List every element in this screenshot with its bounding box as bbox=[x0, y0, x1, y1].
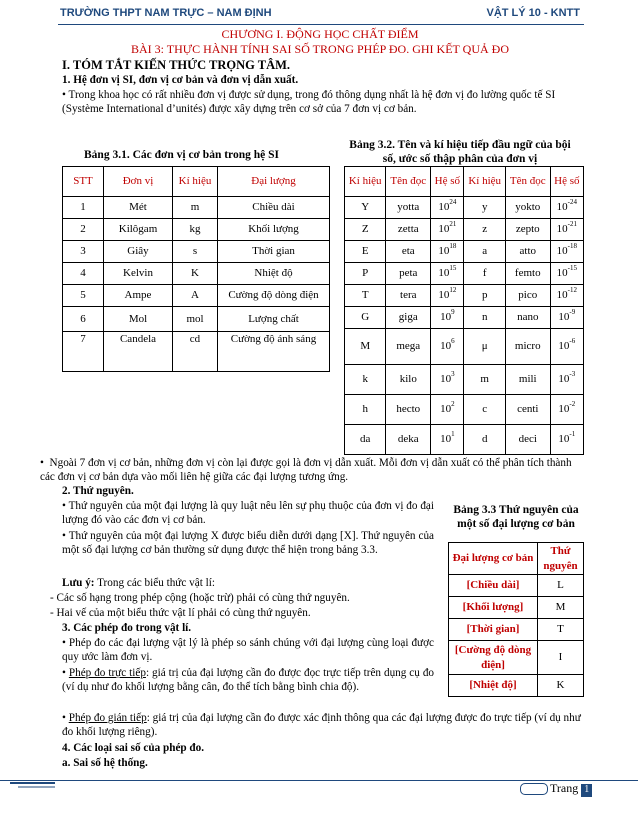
table2-cell: peta bbox=[386, 263, 431, 285]
table2-cell: femto bbox=[505, 263, 550, 285]
table2-cell: kilo bbox=[386, 365, 431, 395]
table2-row bbox=[345, 263, 584, 285]
table3-cell: M bbox=[538, 597, 584, 619]
exponent-value: -18 bbox=[567, 242, 577, 251]
subheading-systematic-error: a. Sai số hệ thống. bbox=[62, 757, 148, 769]
table3-row bbox=[449, 675, 584, 697]
table2-cell bbox=[550, 285, 583, 307]
exponent-base: 10 bbox=[556, 201, 568, 214]
exponent-value: -1 bbox=[569, 430, 576, 439]
table2-cell: d bbox=[464, 425, 505, 455]
exponent-base: 10 bbox=[558, 311, 570, 324]
exponent-base: 10 bbox=[556, 289, 568, 302]
exponent-value: -9 bbox=[569, 308, 576, 317]
exponent-value: 21 bbox=[449, 220, 457, 229]
table1-header-cell: Kí hiệu bbox=[173, 167, 218, 197]
table1-cell: Thời gian bbox=[218, 241, 330, 263]
paragraph-dimension-1-text: Thứ nguyên của một đại lượng là quy luật nêu lên sự phụ thuộc của đơn vị đo đại lượng đó vào các đơn vị cơ bản. bbox=[62, 500, 434, 527]
subheading-si: 1. Hệ đơn vị SI, đơn vị cơ bản và đơn vị dẫn xuất. bbox=[62, 74, 299, 86]
bullet-icon: • bbox=[62, 500, 69, 512]
note-item-1: - Các số hạng trong phép cộng (hoặc trừ) phải có cùng thứ nguyên. bbox=[50, 592, 350, 604]
exponent-value: 2 bbox=[451, 400, 455, 409]
table1-row bbox=[63, 263, 330, 285]
table2-cell: P bbox=[345, 263, 386, 285]
indirect-text: : giá trị của đại lượng cần đo được xác định thông qua các đại lượng được đo trực tiếp (ví dụ như đo khối lượng riêng). bbox=[62, 712, 581, 739]
table2-cell: nano bbox=[505, 307, 550, 329]
table1-caption: Bảng 3.1. Các đơn vị cơ bản trong hệ SI bbox=[84, 149, 279, 161]
table2-header-cell: Tên đọc bbox=[505, 167, 550, 197]
table3-cell: [Nhiệt độ] bbox=[449, 675, 538, 697]
paragraph-direct bbox=[62, 666, 434, 695]
table1-cell: m bbox=[173, 197, 218, 219]
table3-cell: [Khối lượng] bbox=[449, 597, 538, 619]
table1-cell: 7 bbox=[63, 332, 104, 372]
exponent-value: -15 bbox=[567, 264, 577, 273]
page-header bbox=[60, 6, 580, 24]
table1-cell: mol bbox=[173, 307, 218, 332]
si-units-table bbox=[62, 166, 330, 372]
paragraph-dimension-2 bbox=[62, 529, 434, 558]
table1-row bbox=[63, 332, 330, 372]
table1-header-cell: Đại lượng bbox=[218, 167, 330, 197]
table2-cell: M bbox=[345, 329, 386, 365]
table2-cell: mega bbox=[386, 329, 431, 365]
table2-cell bbox=[550, 263, 583, 285]
page-footer bbox=[520, 781, 592, 797]
table2-cell: y bbox=[464, 197, 505, 219]
table3-header-cell: Thứ nguyên bbox=[538, 543, 584, 575]
subject-name: VẬT LÝ 10 - KNTT bbox=[486, 7, 580, 19]
exponent-value: 3 bbox=[451, 370, 455, 379]
table3-row bbox=[449, 575, 584, 597]
subheading-dimension: 2. Thứ nguyên. bbox=[62, 485, 134, 497]
table2-cell: k bbox=[345, 365, 386, 395]
exponent-base: 10 bbox=[556, 245, 568, 258]
exponent-base: 10 bbox=[558, 340, 570, 353]
table2-cell: E bbox=[345, 241, 386, 263]
table1-row bbox=[63, 197, 330, 219]
table2-header-cell: Hệ số bbox=[431, 167, 464, 197]
table1-cell: 4 bbox=[63, 263, 104, 285]
exponent-value: -21 bbox=[567, 220, 577, 229]
table1-cell: s bbox=[173, 241, 218, 263]
paragraph-measurement bbox=[62, 636, 434, 665]
table1-cell: 5 bbox=[63, 285, 104, 307]
table2-cell bbox=[431, 197, 464, 219]
table2-cell bbox=[431, 307, 464, 329]
table2-row bbox=[345, 329, 584, 365]
table1-row bbox=[63, 241, 330, 263]
table3-row bbox=[449, 619, 584, 641]
direct-text: : giá trị của đại lượng cần đo được đọc trực tiếp trên dụng cụ đo (ví dụ như đo khối lượng bằng cân, đo thể tích bằng bình chia độ). bbox=[62, 667, 435, 694]
table1-cell: K bbox=[173, 263, 218, 285]
table1-cell: 3 bbox=[63, 241, 104, 263]
table2-cell: h bbox=[345, 395, 386, 425]
table3-row bbox=[449, 597, 584, 619]
bullet-icon: • bbox=[62, 530, 69, 542]
table3-cell: K bbox=[538, 675, 584, 697]
table2-header-cell: Kí hiệu bbox=[464, 167, 505, 197]
table2-cell: mili bbox=[505, 365, 550, 395]
note-text: Trong các biểu thức vật lí: bbox=[94, 577, 215, 589]
table2-row bbox=[345, 425, 584, 455]
table2-cell: Z bbox=[345, 219, 386, 241]
exponent-value: -24 bbox=[567, 198, 577, 207]
table1-cell: Ampe bbox=[104, 285, 173, 307]
exponent-value: 18 bbox=[449, 242, 457, 251]
table1-cell: Giây bbox=[104, 241, 173, 263]
table2-cell: zepto bbox=[505, 219, 550, 241]
paragraph-si-text: Trong khoa học có rất nhiều đơn vị được sử dụng, trong đó thông dụng nhất là hệ đơn vị đo lường quốc tế SI (Système International d’unités) được xây dựng trên cơ sở của 7 đơn vị cơ bản. bbox=[62, 89, 556, 116]
table2-cell bbox=[550, 219, 583, 241]
table1-cell: 2 bbox=[63, 219, 104, 241]
note-item-2: - Hai vế của một biểu thức vật lí phải có cùng thứ nguyên. bbox=[50, 607, 311, 619]
table2-cell: n bbox=[464, 307, 505, 329]
table3-row bbox=[449, 641, 584, 675]
exponent-value: 9 bbox=[451, 308, 455, 317]
table2-row bbox=[345, 395, 584, 425]
table1-header-cell: Đơn vị bbox=[104, 167, 173, 197]
table2-row bbox=[345, 197, 584, 219]
table2-row bbox=[345, 307, 584, 329]
table2-cell: hecto bbox=[386, 395, 431, 425]
bullet-icon: • bbox=[62, 712, 69, 724]
table1-cell: kg bbox=[173, 219, 218, 241]
table3-cell: L bbox=[538, 575, 584, 597]
table2-cell: a bbox=[464, 241, 505, 263]
pointing-hand-icon bbox=[520, 783, 548, 795]
school-name: TRƯỜNG THPT NAM TRỰC – NAM ĐỊNH bbox=[60, 7, 272, 19]
table2-cell: tera bbox=[386, 285, 431, 307]
table2-cell bbox=[431, 285, 464, 307]
bullet-icon: • bbox=[62, 637, 69, 649]
bullet-icon: • bbox=[62, 89, 69, 101]
table1-cell: Chiều dài bbox=[218, 197, 330, 219]
table3-caption: Bảng 3.3 Thứ nguyên của một số đại lượng cơ bản bbox=[453, 504, 579, 531]
exponent-base: 10 bbox=[438, 245, 450, 258]
table2-cell: G bbox=[345, 307, 386, 329]
paragraph-indirect bbox=[62, 711, 586, 740]
table2-cell bbox=[431, 263, 464, 285]
table2-cell: zetta bbox=[386, 219, 431, 241]
table2-cell bbox=[431, 425, 464, 455]
table1-cell: Candela bbox=[104, 332, 173, 372]
prefix-table bbox=[344, 166, 584, 455]
table2-cell: atto bbox=[505, 241, 550, 263]
table2-cell: deci bbox=[505, 425, 550, 455]
bullet-icon: • bbox=[62, 667, 69, 679]
table1-cell: 6 bbox=[63, 307, 104, 332]
exponent-base: 10 bbox=[438, 289, 450, 302]
table1-row bbox=[63, 307, 330, 332]
table2-cell: da bbox=[345, 425, 386, 455]
table1-cell: Kelvin bbox=[104, 263, 173, 285]
table3-cell: [Cường độ dòng điện] bbox=[449, 641, 538, 675]
table2-cell bbox=[431, 219, 464, 241]
exponent-base: 10 bbox=[440, 373, 452, 386]
exponent-base: 10 bbox=[558, 373, 570, 386]
subheading-measurement: 3. Các phép đo trong vật lí. bbox=[62, 622, 192, 634]
exponent-base: 10 bbox=[440, 340, 452, 353]
paragraph-dimension-2-text: Thứ nguyên của một đại lượng X được biểu diễn dưới dạng [X]. Thứ nguyên của một số đại lượng cơ bản thường sử dụng được thể hiện trong bảng 3.3. bbox=[62, 530, 434, 557]
exponent-base: 10 bbox=[440, 403, 452, 416]
table1-cell: A bbox=[173, 285, 218, 307]
page-number: 1 bbox=[581, 784, 592, 797]
table3-cell: [Chiều dài] bbox=[449, 575, 538, 597]
dimension-table bbox=[448, 542, 584, 697]
exponent-base: 10 bbox=[556, 267, 568, 280]
table3-cell: T bbox=[538, 619, 584, 641]
table2-cell bbox=[431, 241, 464, 263]
table2-cell: eta bbox=[386, 241, 431, 263]
table2-cell: centi bbox=[505, 395, 550, 425]
table2-row bbox=[345, 219, 584, 241]
bullet-icon: • bbox=[40, 457, 50, 469]
lesson-title: BÀI 3: THỰC HÀNH TÍNH SAI SỐ TRONG PHÉP ĐO. GHI KẾT QUẢ ĐO bbox=[131, 42, 509, 56]
note-label: Lưu ý: bbox=[62, 577, 95, 589]
exponent-value: -2 bbox=[569, 400, 576, 409]
exponent-base: 10 bbox=[558, 403, 570, 416]
table2-cell: c bbox=[464, 395, 505, 425]
subheading-errors: 4. Các loại sai số của phép đo. bbox=[62, 742, 205, 754]
table2-cell bbox=[550, 365, 583, 395]
table3-header-cell: Đại lượng cơ bản bbox=[449, 543, 538, 575]
table3-cell: [Thời gian] bbox=[449, 619, 538, 641]
paragraph-derived-text: Ngoài 7 đơn vị cơ bản, những đơn vị còn lại được gọi là đơn vị dẫn xuất. Mỗi đơn vị dẫn xuất có thể phân tích thành các đơn vị cơ bản dựa vào mối liên hệ giữa các đại lượng tương ứng. bbox=[40, 457, 572, 484]
table2-cell: m bbox=[464, 365, 505, 395]
exponent-value: -3 bbox=[569, 370, 576, 379]
table1-cell: Cường độ dòng điện bbox=[218, 285, 330, 307]
exponent-base: 10 bbox=[440, 311, 452, 324]
indirect-label: Phép đo gián tiếp bbox=[68, 712, 147, 724]
exponent-value: 1 bbox=[451, 430, 455, 439]
table1-cell: Mol bbox=[104, 307, 173, 332]
table2-cell: p bbox=[464, 285, 505, 307]
table2-cell: giga bbox=[386, 307, 431, 329]
exponent-base: 10 bbox=[438, 201, 450, 214]
table2-cell bbox=[550, 425, 583, 455]
table2-cell bbox=[431, 365, 464, 395]
table1-header-cell: STT bbox=[63, 167, 104, 197]
table2-cell: z bbox=[464, 219, 505, 241]
paragraph-derived-units bbox=[40, 456, 588, 485]
paragraph-measurement-text: Phép đo các đại lượng vật lý là phép so sánh chúng với đại lượng cùng loại được quy ước làm đơn vị. bbox=[62, 637, 434, 664]
table1-cell: Lượng chất bbox=[218, 307, 330, 332]
exponent-value: -12 bbox=[567, 286, 577, 295]
table2-cell bbox=[550, 197, 583, 219]
table2-cell: micro bbox=[505, 329, 550, 365]
table2-row bbox=[345, 365, 584, 395]
table2-header-cell: Hệ số bbox=[550, 167, 583, 197]
table2-row bbox=[345, 241, 584, 263]
table1-cell: Mét bbox=[104, 197, 173, 219]
table2-row bbox=[345, 285, 584, 307]
table2-cell: yokto bbox=[505, 197, 550, 219]
page-label: Trang bbox=[550, 781, 579, 795]
exponent-value: 15 bbox=[449, 264, 457, 273]
exponent-value: 24 bbox=[449, 198, 457, 207]
exponent-base: 10 bbox=[558, 433, 570, 446]
table2-cell: pico bbox=[505, 285, 550, 307]
section-heading: I. TÓM TẮT KIẾN THỨC TRỌNG TÂM. bbox=[62, 58, 291, 72]
direct-label: Phép đo trực tiếp bbox=[68, 667, 146, 679]
table2-cell bbox=[431, 395, 464, 425]
table2-cell bbox=[550, 329, 583, 365]
paragraph-si bbox=[62, 88, 584, 117]
footer-decoration-icon bbox=[0, 781, 60, 791]
table3-cell: I bbox=[538, 641, 584, 675]
table1-cell: Khối lượng bbox=[218, 219, 330, 241]
paragraph-dimension-1 bbox=[62, 499, 434, 528]
exponent-value: 12 bbox=[449, 286, 457, 295]
header-divider bbox=[58, 24, 584, 25]
table1-cell: Cường độ ánh sáng bbox=[218, 332, 330, 372]
table2-cell: yotta bbox=[386, 197, 431, 219]
exponent-value: -6 bbox=[569, 337, 576, 346]
table2-cell: μ bbox=[464, 329, 505, 365]
exponent-value: 6 bbox=[451, 337, 455, 346]
table2-cell: Y bbox=[345, 197, 386, 219]
table2-cell: deka bbox=[386, 425, 431, 455]
table2-header-cell: Kí hiệu bbox=[345, 167, 386, 197]
exponent-base: 10 bbox=[440, 433, 452, 446]
chapter-title: CHƯƠNG I. ĐỘNG HỌC CHẤT ĐIỂM bbox=[221, 27, 419, 41]
table2-cell bbox=[550, 241, 583, 263]
exponent-base: 10 bbox=[556, 223, 568, 236]
exponent-base: 10 bbox=[438, 223, 450, 236]
table2-header-cell: Tên đọc bbox=[386, 167, 431, 197]
table1-cell: 1 bbox=[63, 197, 104, 219]
table1-row bbox=[63, 219, 330, 241]
table2-cell: f bbox=[464, 263, 505, 285]
note bbox=[62, 576, 215, 590]
table2-cell bbox=[431, 329, 464, 365]
table2-caption: Bảng 3.2. Tên và kí hiệu tiếp đầu ngữ của bội số, ước số thập phân của đơn vị bbox=[349, 139, 571, 166]
exponent-base: 10 bbox=[438, 267, 450, 280]
table1-row bbox=[63, 285, 330, 307]
table1-cell: cd bbox=[173, 332, 218, 372]
table1-cell: Kilôgam bbox=[104, 219, 173, 241]
table2-cell bbox=[550, 307, 583, 329]
table2-cell: T bbox=[345, 285, 386, 307]
table2-cell bbox=[550, 395, 583, 425]
table1-cell: Nhiệt độ bbox=[218, 263, 330, 285]
